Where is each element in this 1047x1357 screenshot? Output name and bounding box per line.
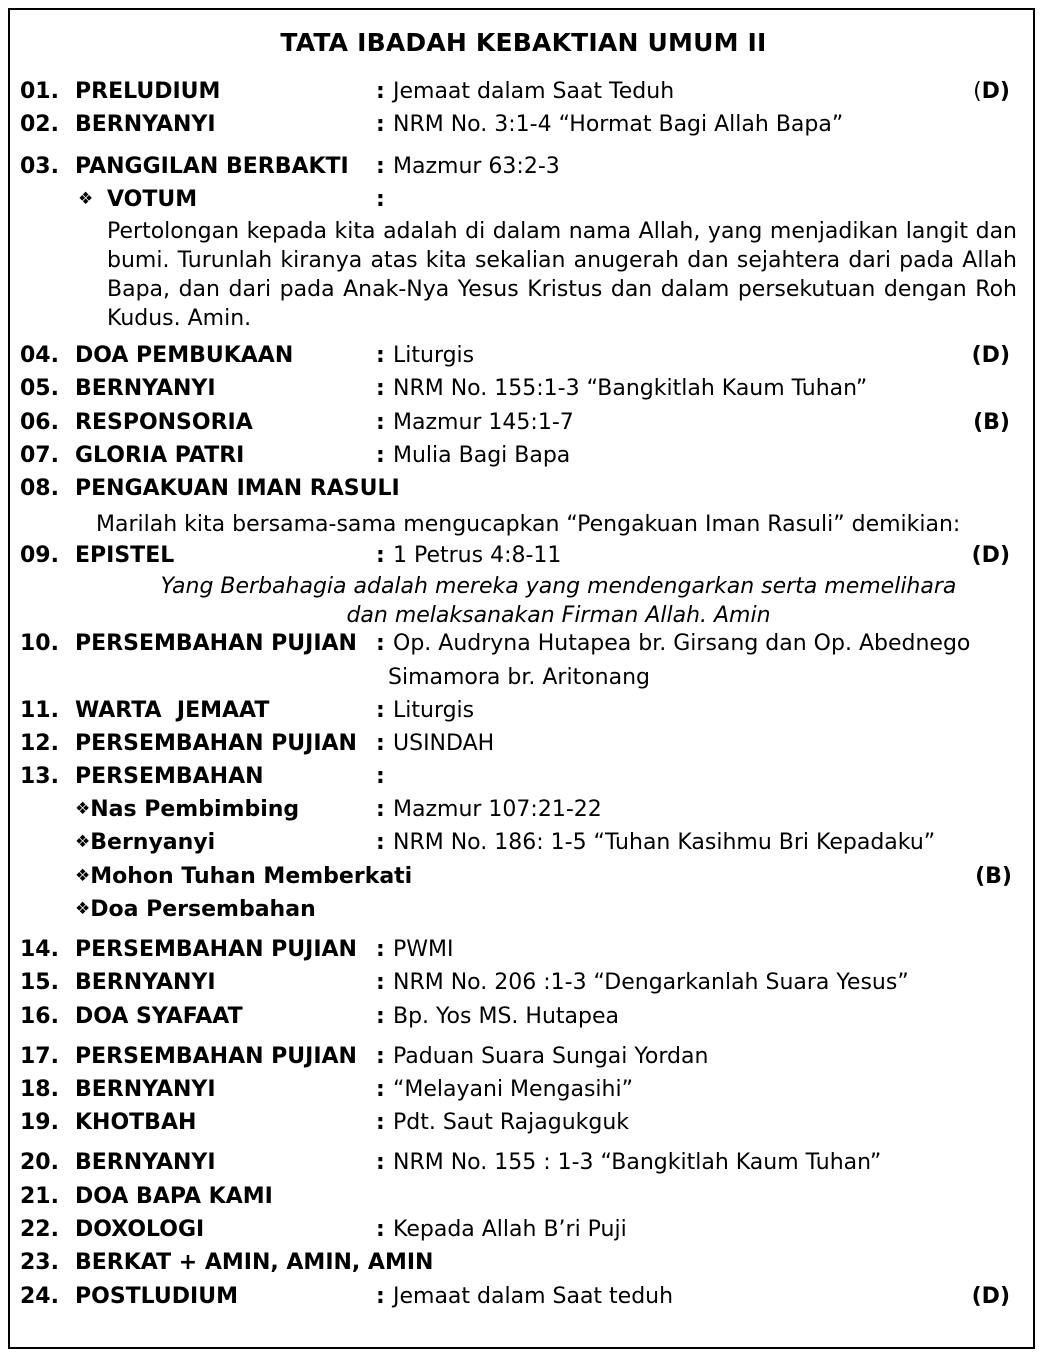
role-mark: (B) (973, 410, 1010, 435)
colon: : (376, 830, 385, 855)
item-value: Mazmur 63:2-3 (393, 154, 560, 179)
item-value: NRM No. 3:1-4 “Hormat Bagi Allah Bapa” (393, 112, 844, 137)
colon: : (376, 376, 385, 401)
role-mark: (D) (971, 1284, 1010, 1309)
sub-item-label: ❖Doa Persembahan (75, 897, 316, 922)
item-value: Liturgis (393, 698, 475, 723)
item-16 (0, 1004, 1047, 1038)
item-label: BERNYANYI (75, 112, 216, 137)
item-number: 21. (20, 1184, 59, 1209)
diamond-bullet-icon: ❖ (75, 799, 91, 819)
colon: : (376, 187, 385, 212)
item-number: 24. (20, 1284, 59, 1309)
item-label: RESPONSORIA (75, 410, 253, 435)
item-value: “Melayani Mengasihi” (393, 1077, 633, 1102)
item-value: Mazmur 145:1-7 (393, 410, 574, 435)
votum-text: Pertolongan kepada kita adalah di dalam nama Allah, yang menjadikan langit dan bumi. Turunlah kiranya atas kita sekalian anugerah dan sejahtera dari pada Allah Bapa, dan dari pada Anak-Nya Yesus Kristus dan dalam persekutuan dengan Roh Kudus. Amin. (107, 219, 1017, 331)
sub-item-bernyanyi (0, 830, 1047, 864)
item-value: Op. Audryna Hutapea br. Girsang dan Op. Abednego (393, 631, 971, 656)
item-value: NRM No. 155:1-3 “Bangkitlah Kaum Tuhan” (393, 376, 868, 401)
item-value: USINDAH (393, 731, 495, 756)
epistel-response-line-2: dan melaksanakan Firman Allah. Amin (346, 603, 771, 628)
colon: : (376, 343, 385, 368)
epistel-response-line-1: Yang Berbahagia adalah mereka yang mendengarkan serta memelihara (160, 574, 957, 599)
sub-item-label: ❖Bernyanyi (75, 830, 216, 855)
diamond-bullet-icon: ❖ (75, 899, 91, 919)
item-14 (0, 937, 1047, 971)
item-label: PERSEMBAHAN PUJIAN (75, 1044, 357, 1069)
item-label: KHOTBAH (75, 1110, 197, 1135)
sub-item-value: NRM No. 186: 1-5 “Tuhan Kasihmu Bri Kepadaku” (393, 830, 936, 855)
item-23 (0, 1250, 1047, 1284)
item-number: 02. (20, 112, 59, 137)
item-label: POSTLUDIUM (75, 1284, 238, 1309)
item-01 (0, 79, 1047, 113)
item-value: Bp. Yos MS. Hutapea (393, 1004, 619, 1029)
item-value: Kepada Allah B’ri Puji (393, 1217, 627, 1242)
item-label: WARTA JEMAAT (75, 698, 270, 723)
colon: : (376, 410, 385, 435)
sub-item-value: Mazmur 107:21-22 (393, 797, 602, 822)
diamond-bullet-icon: ❖ (75, 832, 91, 852)
item-value: Paduan Suara Sungai Yordan (393, 1044, 709, 1069)
colon: : (376, 112, 385, 137)
item-label: PENGAKUAN IMAN RASULI (75, 476, 400, 501)
item-20 (0, 1150, 1047, 1184)
item-label: DOA PEMBUKAAN (75, 343, 294, 368)
item-label: BERKAT + AMIN, AMIN, AMIN (75, 1250, 434, 1275)
item-08-text: Marilah kita bersama-sama mengucapkan “Pengakuan Iman Rasuli” demikian: (96, 512, 961, 537)
colon: : (376, 1044, 385, 1069)
item-15 (0, 970, 1047, 1004)
item-value: Jemaat dalam Saat teduh (393, 1284, 674, 1309)
item-number: 12. (20, 731, 59, 756)
diamond-bullet-icon: ❖ (78, 189, 94, 209)
item-label: EPISTEL (75, 543, 175, 568)
item-number: 05. (20, 376, 59, 401)
colon: : (376, 543, 385, 568)
colon: : (376, 79, 385, 104)
item-value: PWMI (393, 937, 454, 962)
sub-item-nas-pembimbing (0, 797, 1047, 831)
role-mark: (B) (975, 864, 1012, 889)
item-number: 13. (20, 764, 59, 789)
item-number: 01. (20, 79, 59, 104)
colon: : (376, 631, 385, 656)
item-number: 10. (20, 631, 59, 656)
item-03 (0, 154, 1047, 188)
role-mark: (D) (971, 343, 1010, 368)
item-08 (0, 476, 1047, 510)
item-number: 22. (20, 1217, 59, 1242)
item-label: BERNYANYI (75, 376, 216, 401)
item-label: PRELUDIUM (75, 79, 221, 104)
colon: : (376, 1077, 385, 1102)
diamond-bullet-icon: ❖ (75, 866, 91, 886)
item-number: 19. (20, 1110, 59, 1135)
item-label: DOA BAPA KAMI (75, 1184, 273, 1209)
sub-item-doa-persembahan (0, 897, 1047, 931)
item-label: BERNYANYI (75, 1150, 216, 1175)
item-number: 04. (20, 343, 59, 368)
colon: : (376, 731, 385, 756)
colon: : (376, 443, 385, 468)
item-number: 17. (20, 1044, 59, 1069)
colon: : (376, 937, 385, 962)
item-value: Jemaat dalam Saat Teduh (393, 79, 675, 104)
item-number: 07. (20, 443, 59, 468)
item-value: 1 Petrus 4:8-11 (393, 543, 562, 568)
colon: : (376, 1150, 385, 1175)
item-label: DOA SYAFAAT (75, 1004, 243, 1029)
item-12 (0, 731, 1047, 765)
item-number: 08. (20, 476, 59, 501)
item-label: PERSEMBAHAN PUJIAN (75, 731, 357, 756)
item-value: Liturgis (393, 343, 475, 368)
item-label: PERSEMBAHAN PUJIAN (75, 937, 357, 962)
item-label: DOXOLOGI (75, 1217, 205, 1242)
item-number: 06. (20, 410, 59, 435)
votum-row (0, 187, 1047, 221)
item-number: 20. (20, 1150, 59, 1175)
item-24 (0, 1284, 1047, 1318)
item-label: BERNYANYI (75, 1077, 216, 1102)
sub-item-label: ❖Nas Pembimbing (75, 797, 300, 822)
item-18 (0, 1077, 1047, 1111)
item-number: 18. (20, 1077, 59, 1102)
item-value: NRM No. 206 :1-3 “Dengarkanlah Suara Yesus” (393, 970, 909, 995)
item-label: PANGGILAN BERBAKTI (75, 154, 349, 179)
item-13 (0, 764, 1047, 798)
colon: : (376, 154, 385, 179)
item-number: 16. (20, 1004, 59, 1029)
item-06 (0, 410, 1047, 444)
colon: : (376, 698, 385, 723)
item-21 (0, 1184, 1047, 1218)
item-10 (0, 631, 1047, 665)
role-mark: (D) (971, 543, 1010, 568)
item-value: Pdt. Saut Rajagukguk (393, 1110, 630, 1135)
item-02 (0, 112, 1047, 146)
votum-label: VOTUM (107, 187, 198, 212)
colon: : (376, 1284, 385, 1309)
item-05 (0, 376, 1047, 410)
page-title: TATA IBADAH KEBAKTIAN UMUM II (280, 28, 767, 57)
colon: : (376, 797, 385, 822)
item-label: PERSEMBAHAN PUJIAN (75, 631, 357, 656)
item-value: NRM No. 155 : 1-3 “Bangkitlah Kaum Tuhan” (393, 1150, 882, 1175)
sub-item-label: ❖Mohon Tuhan Memberkati (75, 864, 413, 889)
item-number: 14. (20, 937, 59, 962)
item-11 (0, 698, 1047, 732)
item-number: 15. (20, 970, 59, 995)
item-19 (0, 1110, 1047, 1144)
item-label: PERSEMBAHAN (75, 764, 264, 789)
colon: : (376, 1110, 385, 1135)
item-number: 09. (20, 543, 59, 568)
sub-item-mohon-tuhan-memberkati (0, 864, 1047, 898)
item-07 (0, 443, 1047, 477)
item-label: BERNYANYI (75, 970, 216, 995)
item-number: 23. (20, 1250, 59, 1275)
item-value: Mulia Bagi Bapa (393, 443, 571, 468)
colon: : (376, 970, 385, 995)
item-number: 03. (20, 154, 59, 179)
item-09 (0, 543, 1047, 577)
item-label: GLORIA PATRI (75, 443, 245, 468)
item-22 (0, 1217, 1047, 1251)
item-04 (0, 343, 1047, 377)
item-number: 11. (20, 698, 59, 723)
role-mark: (D) (973, 79, 1010, 104)
colon: : (376, 764, 385, 789)
item-17 (0, 1044, 1047, 1078)
colon: : (376, 1004, 385, 1029)
colon: : (376, 1217, 385, 1242)
item-10-value-continued: Simamora br. Aritonang (388, 665, 651, 690)
